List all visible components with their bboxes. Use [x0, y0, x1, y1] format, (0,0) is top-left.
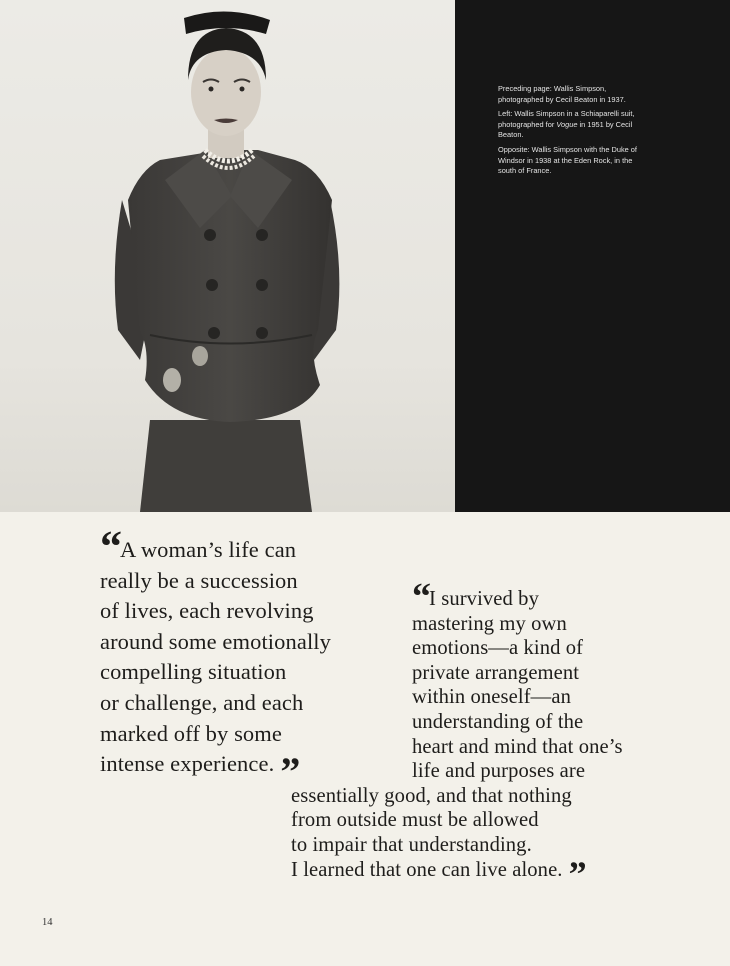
caption-left-vogue: Vogue — [556, 119, 578, 129]
page-number: 14 — [42, 917, 53, 928]
quote1-line: compelling situation — [100, 659, 287, 685]
caption-opposite: Opposite: Wallis Simpson with the Duke of Windsor in 1938 at the Eden Rock, in the south of France. — [498, 144, 637, 176]
quote2-line — [291, 576, 623, 618]
quote2-line-text: I survived by — [429, 588, 539, 610]
quote1-line — [100, 522, 331, 571]
quote1-line: marked off by some — [100, 720, 282, 746]
quote1-line: really be a succession — [100, 567, 298, 593]
quote2-line: to impair that understanding. — [291, 833, 532, 856]
caption-left-text-end: in 1951 by Cecil Beaton. — [498, 119, 633, 140]
quote2-line-text: I learned that one can live alone. — [291, 858, 563, 881]
quote2-line: heart and mind that one’s — [412, 735, 623, 758]
photo-caption — [498, 84, 638, 181]
quote2-line: mastering my own — [412, 612, 567, 635]
open-quote-mark: “ — [100, 522, 116, 571]
caption-left — [498, 109, 638, 141]
quote1-line: of lives, each revolving — [100, 598, 314, 624]
quote2-line: life and purposes are — [412, 760, 586, 783]
quote1-line-text: intense experience. — [100, 751, 275, 777]
quote1-line-text: A woman’s life can — [120, 537, 297, 562]
quote2-line: private arrangement — [412, 661, 580, 684]
quote1-line: around some emotionally — [100, 628, 332, 654]
close-quote-mark: ” — [280, 749, 295, 795]
quote1-line: or challenge, and each — [100, 689, 304, 715]
quote2-line: from outside must be allowed — [291, 809, 539, 832]
portrait-photo — [0, 0, 455, 512]
open-quote-mark: “ — [412, 576, 425, 618]
portrait-illustration — [0, 0, 455, 512]
pull-quote-2 — [291, 576, 623, 894]
quote2-line: understanding of the — [412, 710, 584, 733]
quote2-line: essentially good, and that nothing — [291, 784, 572, 807]
quote2-line: emotions—a kind of — [412, 637, 584, 660]
close-quote-mark: ” — [568, 853, 581, 894]
caption-panel — [455, 0, 730, 512]
caption-preceding: Preceding page: Wallis Simpson, photographed by Cecil Beaton in 1937. — [498, 84, 626, 104]
quote2-line — [291, 853, 623, 894]
quote2-line: within oneself—an — [412, 686, 571, 709]
caption-left-text: Left: Wallis Simpson in a Schiaparelli suit, photographed for — [498, 109, 635, 129]
